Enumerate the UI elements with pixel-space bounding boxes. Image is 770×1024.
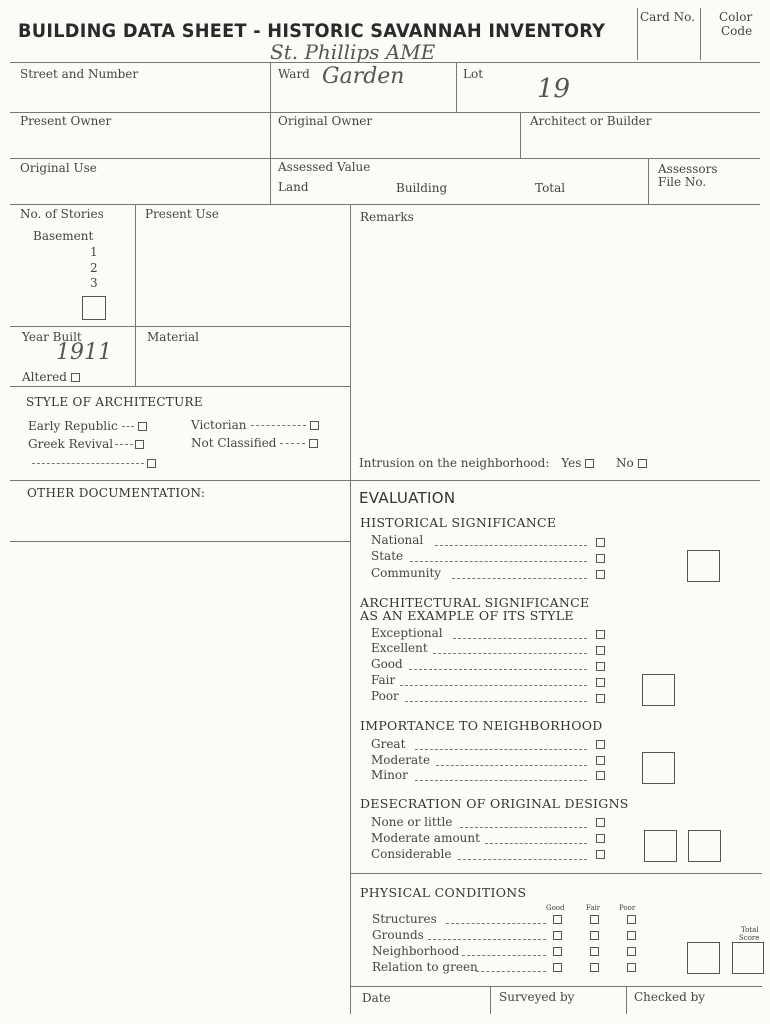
col-fair-label: Fair [586, 904, 601, 912]
greek-revival-checkbox[interactable] [135, 440, 144, 449]
arch-exceptional-checkbox[interactable] [596, 630, 605, 639]
surveyed-by-label: Surveyed by [499, 990, 575, 1004]
story-1: 1 [90, 245, 98, 259]
color-code-label-2: Code [721, 24, 753, 38]
other-documentation-label: OTHER DOCUMENTATION: [27, 486, 206, 500]
intrusion-row: Intrusion on the neighborhood: Yes No [359, 456, 647, 470]
imp-great-checkbox[interactable] [596, 740, 605, 749]
assessed-value-label: Assessed Value [278, 160, 371, 174]
hist-community-row: Community [371, 566, 442, 580]
grounds-poor-checkbox[interactable] [627, 931, 636, 940]
ward-value[interactable]: Garden [322, 64, 405, 89]
greek-revival-row: Greek Revival [28, 437, 144, 451]
architectural-heading: ARCHITECTURAL SIGNIFICANCE [360, 595, 590, 610]
ward-label: Ward [278, 67, 310, 81]
original-owner-label: Original Owner [278, 114, 373, 128]
intrusion-no-checkbox[interactable] [638, 459, 647, 468]
arch-good-checkbox[interactable] [596, 662, 605, 671]
hist-state-row: State [371, 549, 404, 563]
lot-value[interactable]: 19 [537, 74, 571, 104]
arch-fair-checkbox[interactable] [596, 678, 605, 687]
des-moderate-checkbox[interactable] [596, 834, 605, 843]
phys-structures-row: Structures [372, 912, 437, 926]
des-considerable-checkbox[interactable] [596, 850, 605, 859]
hist-national-row: National [371, 533, 424, 547]
handwritten-building-name: St. Phillips AME [270, 40, 436, 64]
imp-minor-row: Minor [371, 768, 408, 782]
des-considerable-row: Considerable [371, 847, 452, 861]
card-no-label: Card No. [640, 10, 695, 24]
not-classified-checkbox[interactable] [309, 439, 318, 448]
victorian-row: Victorian [191, 418, 319, 432]
intrusion-yes-checkbox[interactable] [585, 459, 594, 468]
remarks-label: Remarks [360, 210, 414, 224]
imp-moderate-checkbox[interactable] [596, 756, 605, 765]
evaluation-heading: EVALUATION [359, 489, 456, 507]
importance-score-box[interactable] [642, 752, 675, 784]
hist-community-checkbox[interactable] [596, 570, 605, 579]
street-number-label: Street and Number [20, 67, 139, 81]
neighborhood-fair-checkbox[interactable] [590, 947, 599, 956]
form-title: BUILDING DATA SHEET - HISTORIC SAVANNAH INVENTORY [18, 20, 606, 42]
victorian-checkbox[interactable] [310, 421, 319, 430]
present-use-label: Present Use [145, 207, 219, 221]
early-republic-row: Early Republic [28, 419, 147, 433]
desecration-score-box-1[interactable] [644, 830, 677, 862]
material-label: Material [147, 330, 199, 344]
blank-style-row [32, 456, 156, 470]
green-good-checkbox[interactable] [553, 963, 562, 972]
desecration-score-box-2[interactable] [688, 830, 721, 862]
des-none-checkbox[interactable] [596, 818, 605, 827]
altered-checkbox[interactable] [71, 373, 80, 382]
story-3: 3 [90, 276, 98, 290]
structures-poor-checkbox[interactable] [627, 915, 636, 924]
story-2: 2 [90, 261, 98, 275]
phys-neighborhood-row: Neighborhood [372, 944, 460, 958]
arch-poor-row: Poor [371, 689, 399, 703]
grounds-good-checkbox[interactable] [553, 931, 562, 940]
physical-score-box[interactable] [687, 942, 720, 974]
green-fair-checkbox[interactable] [590, 963, 599, 972]
style-heading: STYLE OF ARCHITECTURE [26, 395, 203, 409]
color-code-label: Color [719, 10, 753, 24]
assessors-label: Assessors [658, 162, 718, 176]
early-republic-checkbox[interactable] [138, 422, 147, 431]
neighborhood-good-checkbox[interactable] [553, 947, 562, 956]
total-score-box[interactable] [732, 942, 764, 974]
structures-fair-checkbox[interactable] [590, 915, 599, 924]
arch-exceptional-row: Exceptional [371, 626, 443, 640]
year-built-value[interactable]: 1911 [56, 340, 112, 365]
col-poor-label: Poor [619, 904, 636, 912]
checked-by-label: Checked by [634, 990, 706, 1004]
building-label: Building [396, 181, 448, 195]
imp-great-row: Great [371, 737, 406, 751]
desecration-heading: DESECRATION OF ORIGINAL DESIGNS [360, 796, 629, 811]
file-no-label: File No. [658, 175, 707, 189]
original-use-label: Original Use [20, 161, 97, 175]
green-poor-checkbox[interactable] [627, 963, 636, 972]
structures-good-checkbox[interactable] [553, 915, 562, 924]
imp-moderate-row: Moderate [371, 753, 431, 767]
arch-good-row: Good [371, 657, 403, 671]
hist-state-checkbox[interactable] [596, 554, 605, 563]
architect-label: Architect or Builder [530, 114, 652, 128]
blank-style-checkbox[interactable] [147, 459, 156, 468]
architectural-score-box[interactable] [642, 674, 675, 706]
col-good-label: Good [546, 904, 565, 912]
land-label: Land [278, 180, 309, 194]
des-none-row: None or little [371, 815, 453, 829]
des-moderate-row: Moderate amount [371, 831, 480, 845]
stories-label: No. of Stories [20, 207, 104, 221]
not-classified-row: Not Classified [191, 436, 318, 450]
stories-box[interactable] [82, 296, 106, 320]
historical-heading: HISTORICAL SIGNIFICANCE [360, 515, 557, 530]
imp-minor-checkbox[interactable] [596, 771, 605, 780]
historical-score-box[interactable] [687, 550, 720, 582]
date-label: Date [362, 991, 391, 1005]
phys-green-row: Relation to green [372, 960, 478, 974]
physical-heading: PHYSICAL CONDITIONS [360, 885, 527, 900]
phys-grounds-row: Grounds [372, 928, 424, 942]
year-built-label: Year Built [22, 330, 82, 344]
neighborhood-poor-checkbox[interactable] [627, 947, 636, 956]
arch-excellent-checkbox[interactable] [596, 646, 605, 655]
basement-label: Basement [33, 229, 94, 243]
total-score-label-2: Score [739, 934, 760, 942]
arch-fair-row: Fair [371, 673, 396, 687]
hist-national-checkbox[interactable] [596, 538, 605, 547]
altered-label: Altered [22, 370, 80, 384]
present-owner-label: Present Owner [20, 114, 112, 128]
arch-excellent-row: Excellent [371, 641, 428, 655]
lot-label: Lot [463, 67, 484, 81]
architectural-heading-2: AS AN EXAMPLE OF ITS STYLE [360, 608, 574, 623]
total-score-label: Total [741, 926, 759, 934]
total-label: Total [535, 181, 566, 195]
arch-poor-checkbox[interactable] [596, 694, 605, 703]
importance-heading: IMPORTANCE TO NEIGHBORHOOD [360, 718, 603, 733]
grounds-fair-checkbox[interactable] [590, 931, 599, 940]
